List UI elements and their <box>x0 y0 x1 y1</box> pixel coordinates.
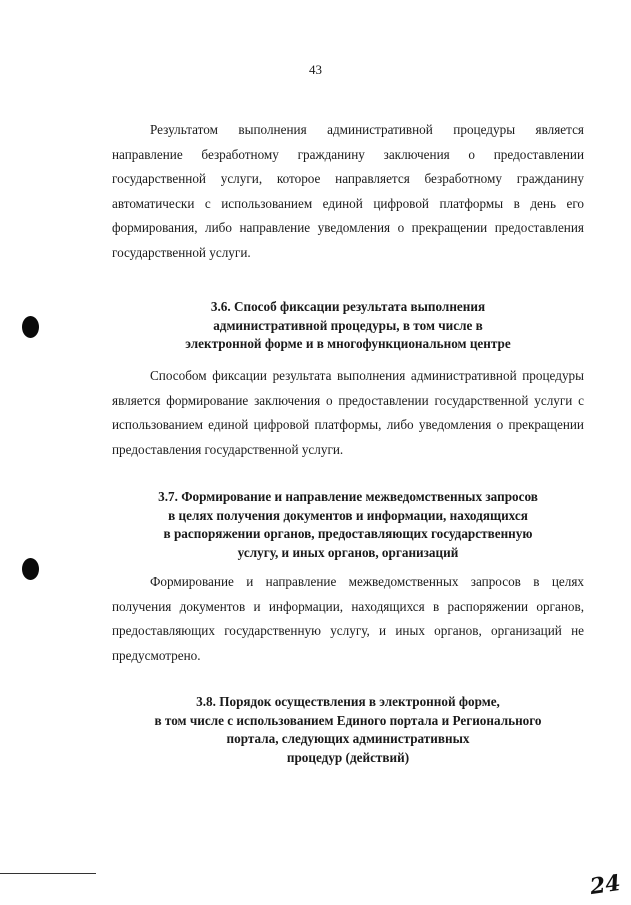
section-3-6-heading <box>112 298 584 354</box>
punch-hole <box>22 558 39 580</box>
heading-line: административной процедуры, в том числе в <box>213 317 483 333</box>
punch-hole <box>22 316 39 338</box>
heading-line: в том числе с использованием Единого портала и Регионального <box>154 712 542 728</box>
section-3-7-heading <box>112 488 584 562</box>
intro-paragraph: Результатом выполнения административной процедуры является направление безработному гражданину заключения о предоставлении государственной услуги, которое направляется безработному гражданину автоматически с использованием единой цифровой платформы в день его формирования, либо направление уведомления о прекращении предоставления государственной услуги. <box>112 122 584 260</box>
heading-line: 3.7. Формирование и направление межведомственных запросов <box>158 489 538 504</box>
heading-line: 3.6. Способ фиксации результата выполнения <box>210 299 486 314</box>
bottom-rule <box>0 873 96 874</box>
heading-line: процедур (действий) <box>286 749 410 765</box>
heading-line: портала, следующих административных <box>226 731 470 746</box>
section-3-8-heading <box>112 693 584 767</box>
heading-line: услугу, и иных органов, организаций <box>237 544 459 560</box>
section-3-7-paragraph: Формирование и направление межведомственных запросов в целях получения документов и информации, находящихся в распоряжении органов, предоставляющих государственную услугу, и иных органов, организаций не предусмотрено. <box>112 574 584 663</box>
heading-line: в целях получения документов и информации, находящихся <box>168 507 528 523</box>
heading-line: электронной форме и в многофункциональном центре <box>185 336 511 351</box>
heading-line: 3.8. Порядок осуществления в электронной форме, <box>196 694 500 709</box>
heading-line: в распоряжении органов, предоставляющих государственную <box>163 526 533 541</box>
page-number: 43 <box>309 62 322 77</box>
handwritten-signature: 24 <box>588 869 623 901</box>
section-3-6-paragraph: Способом фиксации результата выполнения административной процедуры является формирование заключения о предоставлении государственной услуги с использованием единой цифровой платформы, либо уведомления о прекращении предоставления государственной услуги. <box>112 368 584 457</box>
